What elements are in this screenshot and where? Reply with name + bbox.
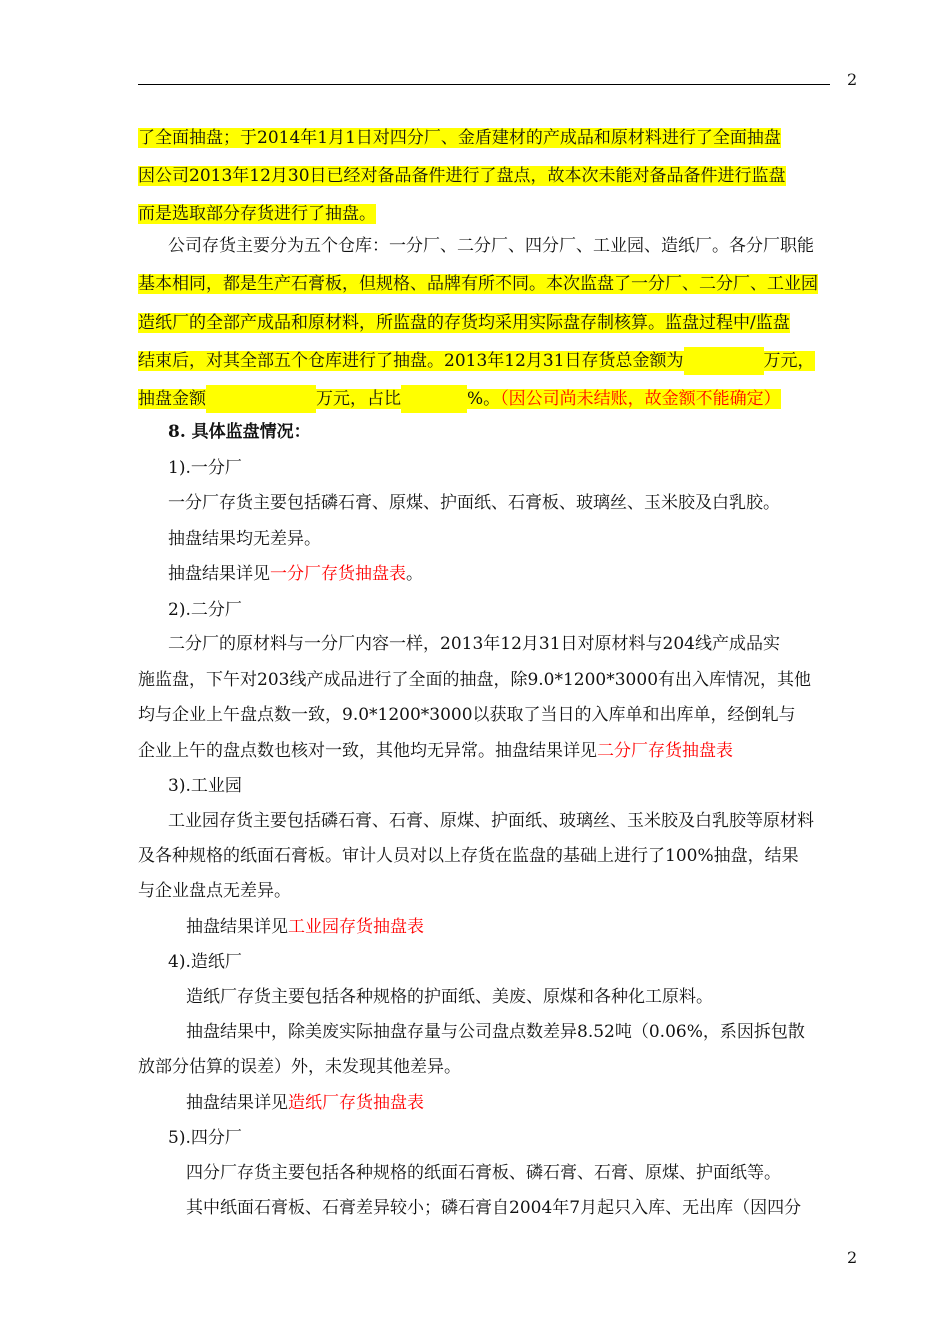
highlighted-text: 造纸厂的全部产成品和原材料，所监盘的存货均采用实际盘存制核算。监盘过程中/监盘 — [138, 313, 790, 333]
subsection-heading: 3).工业园 — [168, 776, 242, 796]
highlighted-text: 结束后，对其全部五个仓库进行了抽盘。2013年12月31日存货总金额为 — [138, 351, 684, 371]
text: 。 — [406, 564, 423, 584]
percent-blank — [401, 385, 467, 413]
header-rule — [138, 84, 830, 85]
paragraph-line: 与企业盘点无差异。 — [138, 881, 291, 901]
paragraph-line: 其中纸面石膏板、石膏差异较小；磷石膏自2004年7月起只入库、无出库（因四分 — [186, 1198, 802, 1218]
paragraph-line: 四分厂存货主要包括各种规格的纸面石膏板、磷石膏、石膏、原煤、护面纸等。 — [186, 1163, 781, 1183]
paragraph-line — [138, 737, 860, 765]
amount-blank — [684, 347, 764, 375]
table-link-2[interactable]: 二分厂存货抽盘表 — [597, 741, 733, 761]
paragraph-line — [186, 913, 860, 941]
paragraph-line — [138, 347, 860, 375]
highlighted-text: 抽盘金额 — [138, 389, 206, 409]
text: 公司存货主要分为五个仓库：一分厂、二分厂、四分厂、工业园、造纸厂。各分厂职能 — [168, 236, 814, 256]
highlighted-text: 了全面抽盘；于2014年1月1日对四分厂、金盾建材的产成品和原材料进行了全面抽盘 — [138, 128, 781, 148]
amount-blank — [206, 385, 316, 413]
paragraph-line — [138, 200, 860, 228]
paragraph-line — [168, 560, 860, 588]
highlighted-text: %。 — [467, 389, 501, 409]
paragraph-line: 工业园存货主要包括磷石膏、石膏、原煤、护面纸、玻璃丝、玉米胶及白乳胶等原材料 — [168, 811, 814, 831]
paragraph-line: 及各种规格的纸面石膏板。审计人员对以上存货在监盘的基础上进行了100%抽盘，结果 — [138, 846, 799, 866]
table-link-4[interactable]: 造纸厂存货抽盘表 — [288, 1093, 424, 1113]
highlighted-text: 而是选取部分存货进行了抽盘。 — [138, 204, 376, 224]
paragraph-line: 抽盘结果均无差异。 — [168, 529, 321, 549]
highlighted-text: 万元， — [763, 351, 815, 371]
paragraph-line — [138, 124, 860, 152]
text: 抽盘结果详见 — [186, 917, 288, 937]
highlighted-red-note: （因公司尚未结账，故金额不能确定） — [500, 389, 781, 409]
paragraph-line — [138, 309, 860, 337]
subsection-heading: 1).一分厂 — [168, 458, 242, 478]
text: 抽盘结果详见 — [186, 1093, 288, 1113]
table-link-1[interactable]: 一分厂存货抽盘表 — [270, 564, 406, 584]
text: 企业上午的盘点数也核对一致，其他均无异常。抽盘结果详见 — [138, 741, 597, 761]
subsection-heading: 4).造纸厂 — [168, 952, 242, 972]
paragraph-line — [138, 162, 860, 190]
paragraph-line: 施监盘，下午对203线产成品进行了全面的抽盘，除9.0*1200*3000有出入库情况，其他 — [138, 670, 812, 690]
paragraph-line: 放部分估算的误差）外，未发现其他差异。 — [138, 1057, 461, 1077]
highlighted-text: 万元，占比 — [316, 389, 401, 409]
paragraph-line — [138, 385, 860, 413]
paragraph-line: 二分厂的原材料与一分厂内容一样，2013年12月31日对原材料与204线产成品实 — [168, 634, 780, 654]
subsection-heading: 2).二分厂 — [168, 600, 242, 620]
paragraph-line — [168, 232, 860, 260]
paragraph-line — [186, 1089, 860, 1117]
table-link-3[interactable]: 工业园存货抽盘表 — [288, 917, 424, 937]
paragraph-line: 均与企业上午盘点数一致，9.0*1200*3000以获取了当日的入库单和出库单，经倒轧与 — [138, 705, 796, 725]
page-number-bottom: 2 — [847, 1248, 858, 1267]
page-number-top: 2 — [847, 70, 858, 89]
text: 抽盘结果详见 — [168, 564, 270, 584]
paragraph-line: 一分厂存货主要包括磷石膏、原煤、护面纸、石膏板、玻璃丝、玉米胶及白乳胶。 — [168, 493, 780, 513]
subsection-heading: 5).四分厂 — [168, 1128, 242, 1148]
paragraph-line: 抽盘结果中，除美废实际抽盘存量与公司盘点数差异8.52吨（0.06%，系因拆包散 — [186, 1022, 805, 1042]
paragraph-line — [138, 270, 860, 298]
section-heading: 8. 具体监盘情况： — [168, 422, 311, 442]
highlighted-text: 因公司2013年12月30日已经对备品备件进行了盘点，故本次未能对备品备件进行监盘 — [138, 166, 786, 186]
highlighted-text: 基本相同，都是生产石膏板，但规格、品牌有所不同。本次监盘了一分厂、二分厂、工业园 — [138, 274, 818, 294]
paragraph-line: 造纸厂存货主要包括各种规格的护面纸、美废、原煤和各种化工原料。 — [186, 987, 713, 1007]
